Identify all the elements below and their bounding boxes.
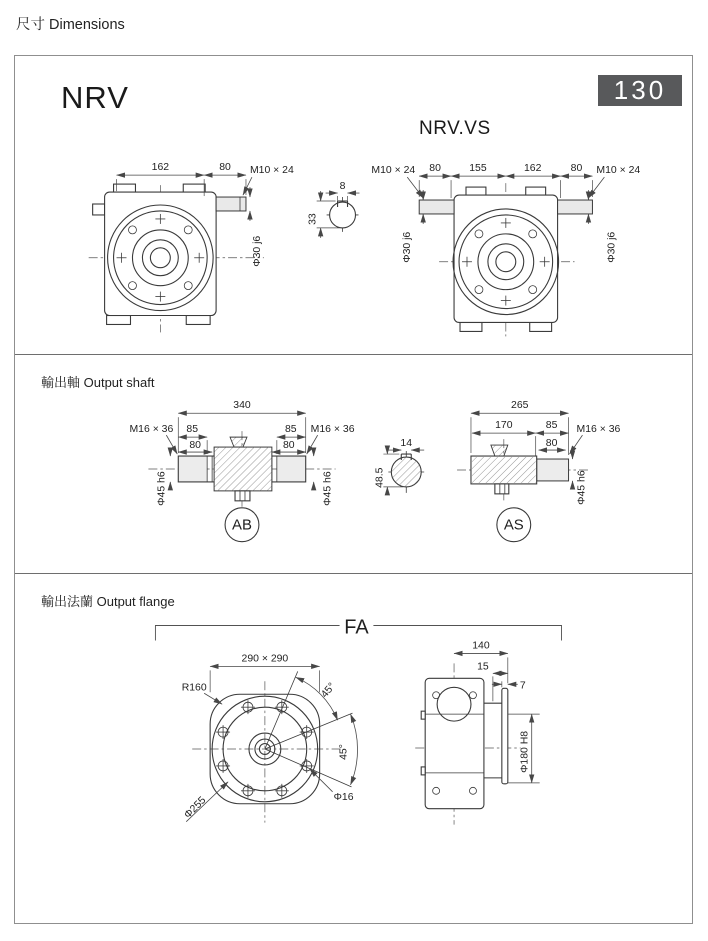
shaft-tag-as: AS: [503, 516, 524, 534]
dim-15: 15: [477, 661, 489, 673]
angle-dim-b: 45°: [338, 744, 350, 760]
shaft-dia-45: Φ45 h6: [576, 470, 588, 505]
front-views-drawing: [15, 56, 691, 355]
dim-162: 162: [151, 162, 170, 174]
dim-85-right: 85: [284, 424, 297, 436]
thread-label-m10-left: M10 × 24: [371, 165, 416, 177]
size-badge: 130: [598, 75, 682, 106]
variant-title: NRV.VS: [419, 118, 491, 139]
output-shaft-drawing: [15, 355, 691, 574]
flange-side-view: [415, 640, 539, 824]
dim-155: 155: [469, 163, 487, 175]
key-height-dim: 33: [307, 213, 319, 225]
key-width-dim: 14: [400, 438, 413, 450]
bolt-hole-dim: Φ16: [333, 791, 354, 803]
shaft-ab-view: [129, 400, 354, 541]
series-title: NRV: [61, 80, 129, 115]
dim-80: 80: [545, 438, 558, 450]
shaft-tag-ab: AB: [232, 516, 252, 534]
dim-80-left: 80: [189, 440, 202, 452]
worm-shaft-key-section: [308, 181, 360, 238]
dim-80: 80: [219, 162, 231, 174]
fa-bracket: [155, 617, 561, 641]
dim-162: 162: [523, 163, 542, 175]
nrv-front-view: [89, 162, 294, 332]
angle-dim-a: 45°: [319, 681, 338, 701]
flange-code-label: FA: [344, 616, 369, 639]
key-height-dim: 48.5: [374, 467, 386, 488]
dim-80-right: 80: [570, 163, 583, 175]
page-header: 尺寸 Dimensions: [16, 17, 125, 33]
output-flange-title: 輸出法蘭 Output flange: [41, 594, 175, 609]
thread-m16-left: M16 × 36: [129, 424, 174, 436]
thread-m16: M16 × 36: [576, 424, 621, 436]
dim-80-right: 80: [282, 440, 295, 452]
dim-85: 85: [545, 420, 558, 432]
square-dim: 290 × 290: [241, 653, 289, 665]
dim-340: 340: [233, 400, 251, 412]
dim-80-left: 80: [429, 163, 441, 175]
thread-label-m10-right: M10 × 24: [596, 165, 641, 177]
output-shaft-key-section: [374, 438, 424, 495]
shaft-dia-right: Φ30 j6: [606, 231, 618, 263]
bolt-circle-dim: Φ255: [182, 794, 209, 821]
flange-front-view: [182, 653, 358, 822]
dim-140: 140: [472, 640, 490, 652]
dim-85-left: 85: [186, 424, 199, 436]
nrvvs-front-view: [371, 163, 640, 336]
shaft-dia-label: Φ30 j6: [251, 235, 263, 267]
bore-dim: Φ180 H8: [519, 730, 531, 773]
key-width-dim: 8: [339, 181, 346, 193]
output-shaft-title: 輸出軸 Output shaft: [41, 375, 155, 390]
thread-label-m10: M10 × 24: [249, 165, 294, 177]
shaft-as-view: [457, 400, 620, 541]
panel-border: [14, 55, 693, 924]
shaft-dia-left: Φ30 j6: [402, 231, 414, 263]
dim-170: 170: [495, 420, 513, 432]
shaft-dia-45-left: Φ45 h6: [156, 471, 168, 506]
thread-m16-right: M16 × 36: [310, 424, 355, 436]
dim-7: 7: [519, 680, 526, 692]
shaft-dia-45-right: Φ45 h6: [322, 471, 334, 506]
output-flange-drawing: [15, 574, 691, 924]
dim-265: 265: [511, 400, 529, 412]
corner-radius-dim: R160: [181, 682, 207, 694]
